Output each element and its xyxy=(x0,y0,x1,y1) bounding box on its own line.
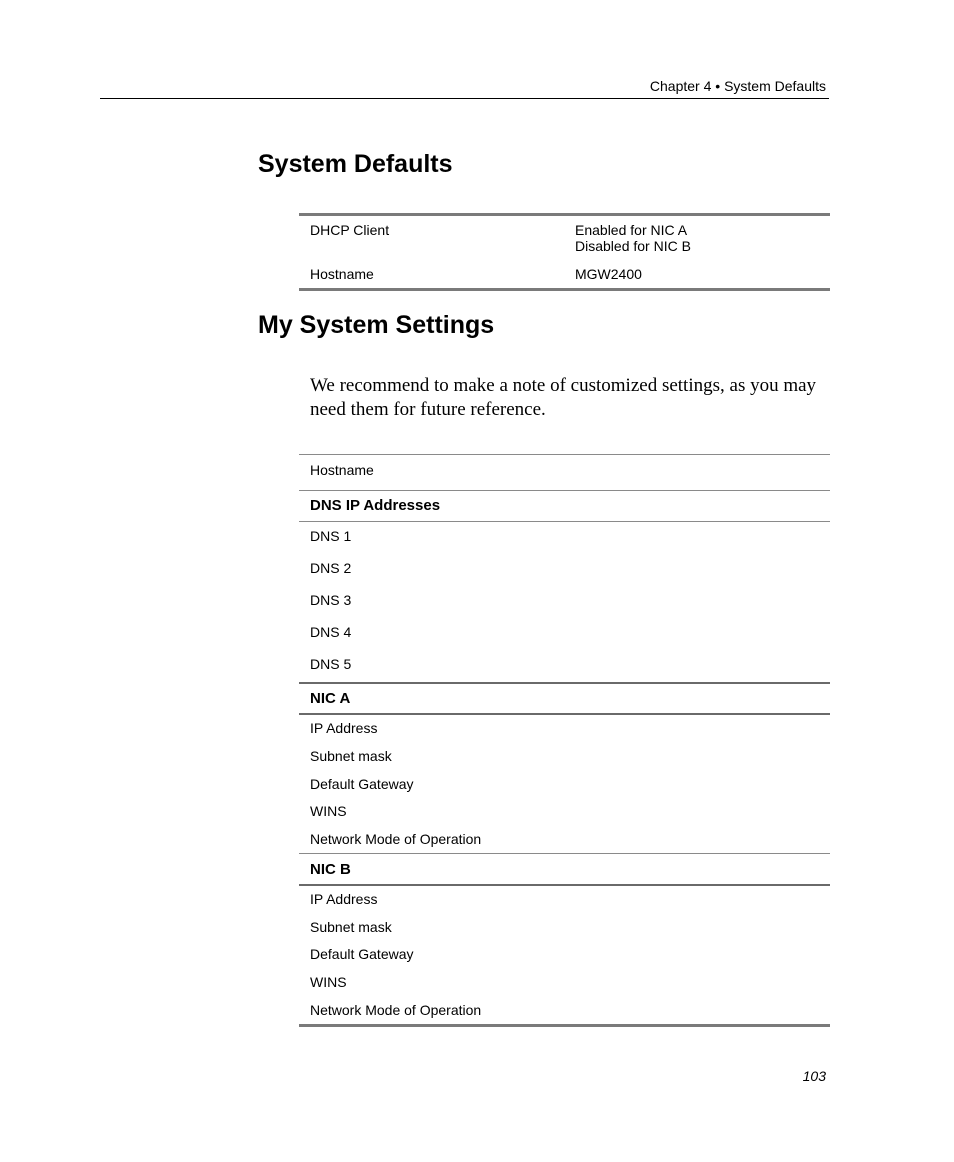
row-label: Subnet mask xyxy=(310,919,392,935)
table-rule xyxy=(299,682,830,684)
row-label: DNS 5 xyxy=(310,656,352,672)
row-label: DNS 2 xyxy=(310,560,352,576)
table-rule xyxy=(299,853,830,854)
row-value: MGW2400 xyxy=(575,266,642,282)
row-label: DNS 3 xyxy=(310,592,352,608)
page-number: 103 xyxy=(802,1068,826,1084)
table-rule xyxy=(299,713,830,715)
row-label: WINS xyxy=(310,803,347,819)
row-label: Subnet mask xyxy=(310,748,392,764)
table-rule xyxy=(299,521,830,522)
row-label: Hostname xyxy=(310,266,374,282)
intro-paragraph: We recommend to make a note of customized settings, as you may need them for future reference. xyxy=(310,375,817,420)
row-label: DNS 4 xyxy=(310,624,352,640)
row-label: IP Address xyxy=(310,891,378,907)
section-title-my-settings: My System Settings xyxy=(258,311,495,339)
row-label: Hostname xyxy=(310,462,374,478)
value-line: Disabled for NIC B xyxy=(575,238,691,254)
nic-b-heading: NIC B xyxy=(310,861,351,878)
table-rule xyxy=(299,884,830,886)
table-bottom-rule xyxy=(299,288,830,291)
value-line: Enabled for NIC A xyxy=(575,222,688,238)
row-value xyxy=(575,222,691,254)
row-label: WINS xyxy=(310,974,347,990)
row-label: Default Gateway xyxy=(310,946,414,962)
row-label: IP Address xyxy=(310,720,378,736)
row-label: DNS 1 xyxy=(310,528,352,544)
section-title-system-defaults: System Defaults xyxy=(258,150,453,178)
table-bottom-rule xyxy=(299,1024,830,1027)
row-label: Network Mode of Operation xyxy=(310,831,482,847)
row-label: DHCP Client xyxy=(310,222,390,238)
table-rule xyxy=(299,490,830,491)
nic-a-heading: NIC A xyxy=(310,690,351,707)
table-top-rule xyxy=(299,213,830,216)
row-label: Network Mode of Operation xyxy=(310,1002,482,1018)
table-rule xyxy=(299,454,830,455)
running-header: Chapter 4 • System Defaults xyxy=(649,78,826,94)
dns-heading: DNS IP Addresses xyxy=(310,497,441,514)
header-rule xyxy=(100,98,829,99)
row-label: Default Gateway xyxy=(310,776,414,792)
